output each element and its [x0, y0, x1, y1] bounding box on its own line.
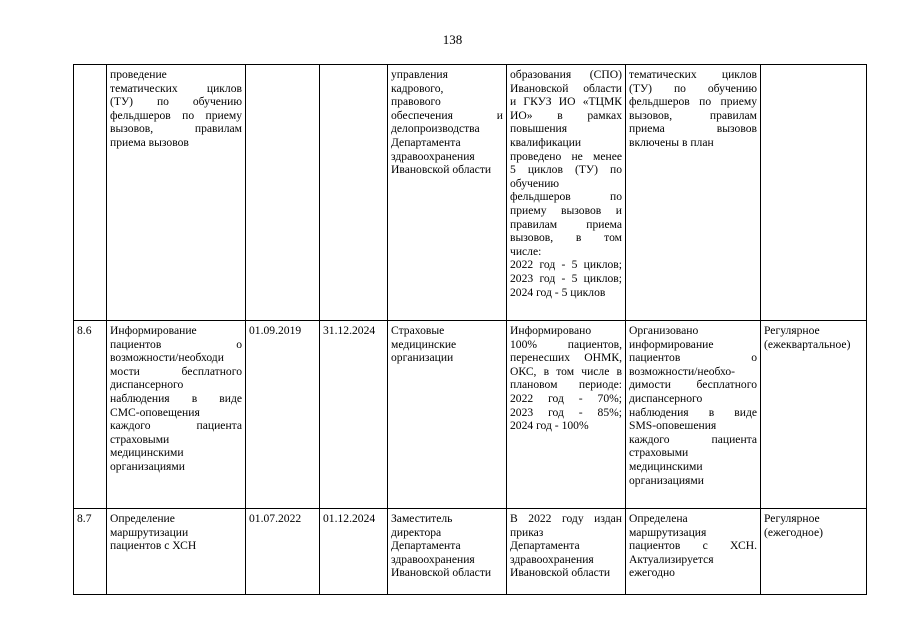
cell-line: Информировано: [510, 324, 592, 337]
cell-line: вызовов, правилам: [629, 108, 757, 122]
control-cell: Регулярное (ежегодное): [761, 509, 867, 595]
cell-line: каждого пациента: [629, 432, 757, 446]
cell-line: делопроизводства: [391, 122, 480, 136]
start-date-cell: 01.09.2019: [246, 321, 320, 509]
result-cell: [626, 65, 761, 321]
cell-line: Организовано: [629, 324, 699, 337]
cell-line: Актуализируется: [629, 552, 714, 566]
cell-line: вызовов, правилам: [110, 122, 242, 136]
cell-line: (ТУ) по обучению: [629, 81, 757, 95]
table-row-continuation: [74, 65, 867, 321]
cell-line: страховыми: [629, 446, 689, 460]
cell-line: СМС-оповещения: [110, 405, 200, 419]
end-date-cell: [320, 65, 388, 321]
cell-line: организациями: [110, 459, 185, 473]
cell-line: Информирование: [110, 324, 197, 337]
cell-line: приему вызовов и: [510, 203, 622, 217]
cell-line: Департамента: [391, 539, 461, 553]
plan-table: [73, 64, 867, 595]
cell-line: приема вызовов: [629, 122, 757, 136]
cell-line: медицинские: [391, 337, 457, 351]
table-row-8-7: [74, 509, 867, 595]
cell-line: 100% пациентов,: [510, 337, 622, 351]
cell-line: фельдшеров по: [510, 190, 622, 204]
cell-line: кадрового,: [391, 81, 444, 95]
cell-line: 2023 год - 85%;: [510, 405, 622, 419]
cell-line: образования (СПО): [510, 68, 622, 81]
end-date-cell: 01.12.2024: [320, 509, 388, 595]
cell-line: Определена: [629, 512, 688, 525]
cell-line: наблюдения в виде: [629, 405, 757, 419]
row-number: 8.6: [74, 321, 107, 509]
cell-line: организации: [391, 351, 454, 365]
responsible-cell: [388, 65, 507, 321]
cell-line: фельдшеров по приему: [629, 95, 757, 109]
row-number: [74, 65, 107, 321]
cell-line: Ивановской области: [391, 566, 492, 580]
cell-line: организациями: [629, 473, 704, 487]
cell-line: каждого пациента: [110, 419, 242, 433]
start-date-cell: [246, 65, 320, 321]
cell-line: Определение: [110, 512, 175, 525]
cell-line: диспансерного: [629, 391, 703, 405]
cell-line: 2024 год - 100%: [510, 419, 589, 433]
indicator-cell: [507, 509, 626, 595]
cell-line: информирование: [629, 337, 714, 351]
cell-line: 2022 год - 70%;: [510, 391, 622, 405]
cell-line: ОКС, в том числе в: [510, 364, 622, 378]
control-cell: [761, 65, 867, 321]
event-cell: [107, 65, 246, 321]
indicator-cell: [507, 321, 626, 509]
result-cell: [626, 509, 761, 595]
cell-line: димости бесплатного: [629, 378, 757, 392]
cell-line: маршрутизация: [629, 525, 707, 539]
cell-line: 2022 год - 5 циклов;: [510, 258, 622, 272]
cell-line: вызовов, в том: [510, 231, 622, 245]
cell-line: Департамента: [391, 135, 461, 149]
cell-line: здравоохранения: [391, 552, 475, 566]
indicator-cell: [507, 65, 626, 321]
cell-line: пациентов с ХСН: [110, 539, 197, 553]
cell-line: медицинскими: [629, 459, 703, 473]
cell-line: включены в план: [629, 135, 714, 149]
cell-line: возможности/необходи: [110, 351, 224, 365]
cell-line: наблюдения в виде: [110, 391, 242, 405]
event-cell: [107, 509, 246, 595]
cell-line: директора: [391, 525, 442, 539]
cell-line: В 2022 году издан: [510, 512, 622, 525]
cell-line: проведение: [110, 68, 167, 81]
cell-line: фельдшеров по приему: [110, 108, 242, 122]
cell-line: диспансерного: [110, 378, 184, 392]
cell-line: возможности/необхо-: [629, 364, 736, 378]
cell-line: приказ: [510, 525, 544, 539]
cell-line: правилам приема: [510, 217, 622, 231]
page-number: 138: [442, 32, 463, 47]
responsible-cell: [388, 321, 507, 509]
cell-line: правового: [391, 95, 441, 109]
cell-line: маршрутизации: [110, 525, 189, 539]
cell-line: Страховые: [391, 324, 445, 337]
control-cell: Регулярное (ежеквартальное): [761, 321, 867, 509]
cell-line: медицинскими: [110, 446, 184, 460]
cell-line: ИО» в рамках: [510, 108, 622, 122]
cell-line: тематических циклов: [110, 81, 242, 95]
cell-line: проведено не менее: [510, 149, 622, 163]
result-cell: [626, 321, 761, 509]
start-date-cell: 01.07.2022: [246, 509, 320, 595]
event-cell: [107, 321, 246, 509]
cell-line: обеспечения и: [391, 108, 503, 122]
responsible-cell: [388, 509, 507, 595]
cell-line: 5 циклов (ТУ) по: [510, 163, 622, 177]
cell-line: пациентов о: [629, 351, 757, 365]
cell-line: квалификации: [510, 135, 582, 149]
cell-line: 2023 год - 5 циклов;: [510, 271, 622, 285]
cell-line: и ГКУЗ ИО «ТЦМК: [510, 95, 622, 109]
cell-line: числе:: [510, 244, 542, 258]
cell-line: Ивановской области: [391, 163, 492, 177]
cell-line: повышения: [510, 122, 568, 136]
cell-line: страховыми: [110, 432, 170, 446]
cell-line: Заместитель: [391, 512, 453, 525]
cell-line: перенесших ОНМК,: [510, 351, 622, 365]
cell-line: мости бесплатного: [110, 364, 242, 378]
cell-line: (ТУ) по обучению: [110, 95, 242, 109]
cell-line: Ивановской области: [510, 81, 622, 95]
table-row-8-6: [74, 321, 867, 509]
cell-line: Департамента: [510, 539, 580, 553]
cell-line: здравоохранения: [510, 552, 594, 566]
cell-line: SMS-оповешения: [629, 419, 717, 433]
cell-line: здравоохранения: [391, 149, 475, 163]
cell-line: ежегодно: [629, 566, 675, 580]
cell-line: управления: [391, 68, 448, 81]
cell-line: приема вызовов: [110, 135, 189, 149]
cell-line: пациентов с ХСН.: [629, 539, 757, 553]
cell-line: тематических циклов: [629, 68, 757, 81]
end-date-cell: 31.12.2024: [320, 321, 388, 509]
cell-line: 2024 год - 5 циклов: [510, 285, 606, 299]
cell-line: плановом периоде:: [510, 378, 622, 392]
cell-line: обучению: [510, 176, 560, 190]
cell-line: Ивановской области: [510, 566, 611, 580]
cell-line: пациентов о: [110, 337, 242, 351]
row-number: 8.7: [74, 509, 107, 595]
